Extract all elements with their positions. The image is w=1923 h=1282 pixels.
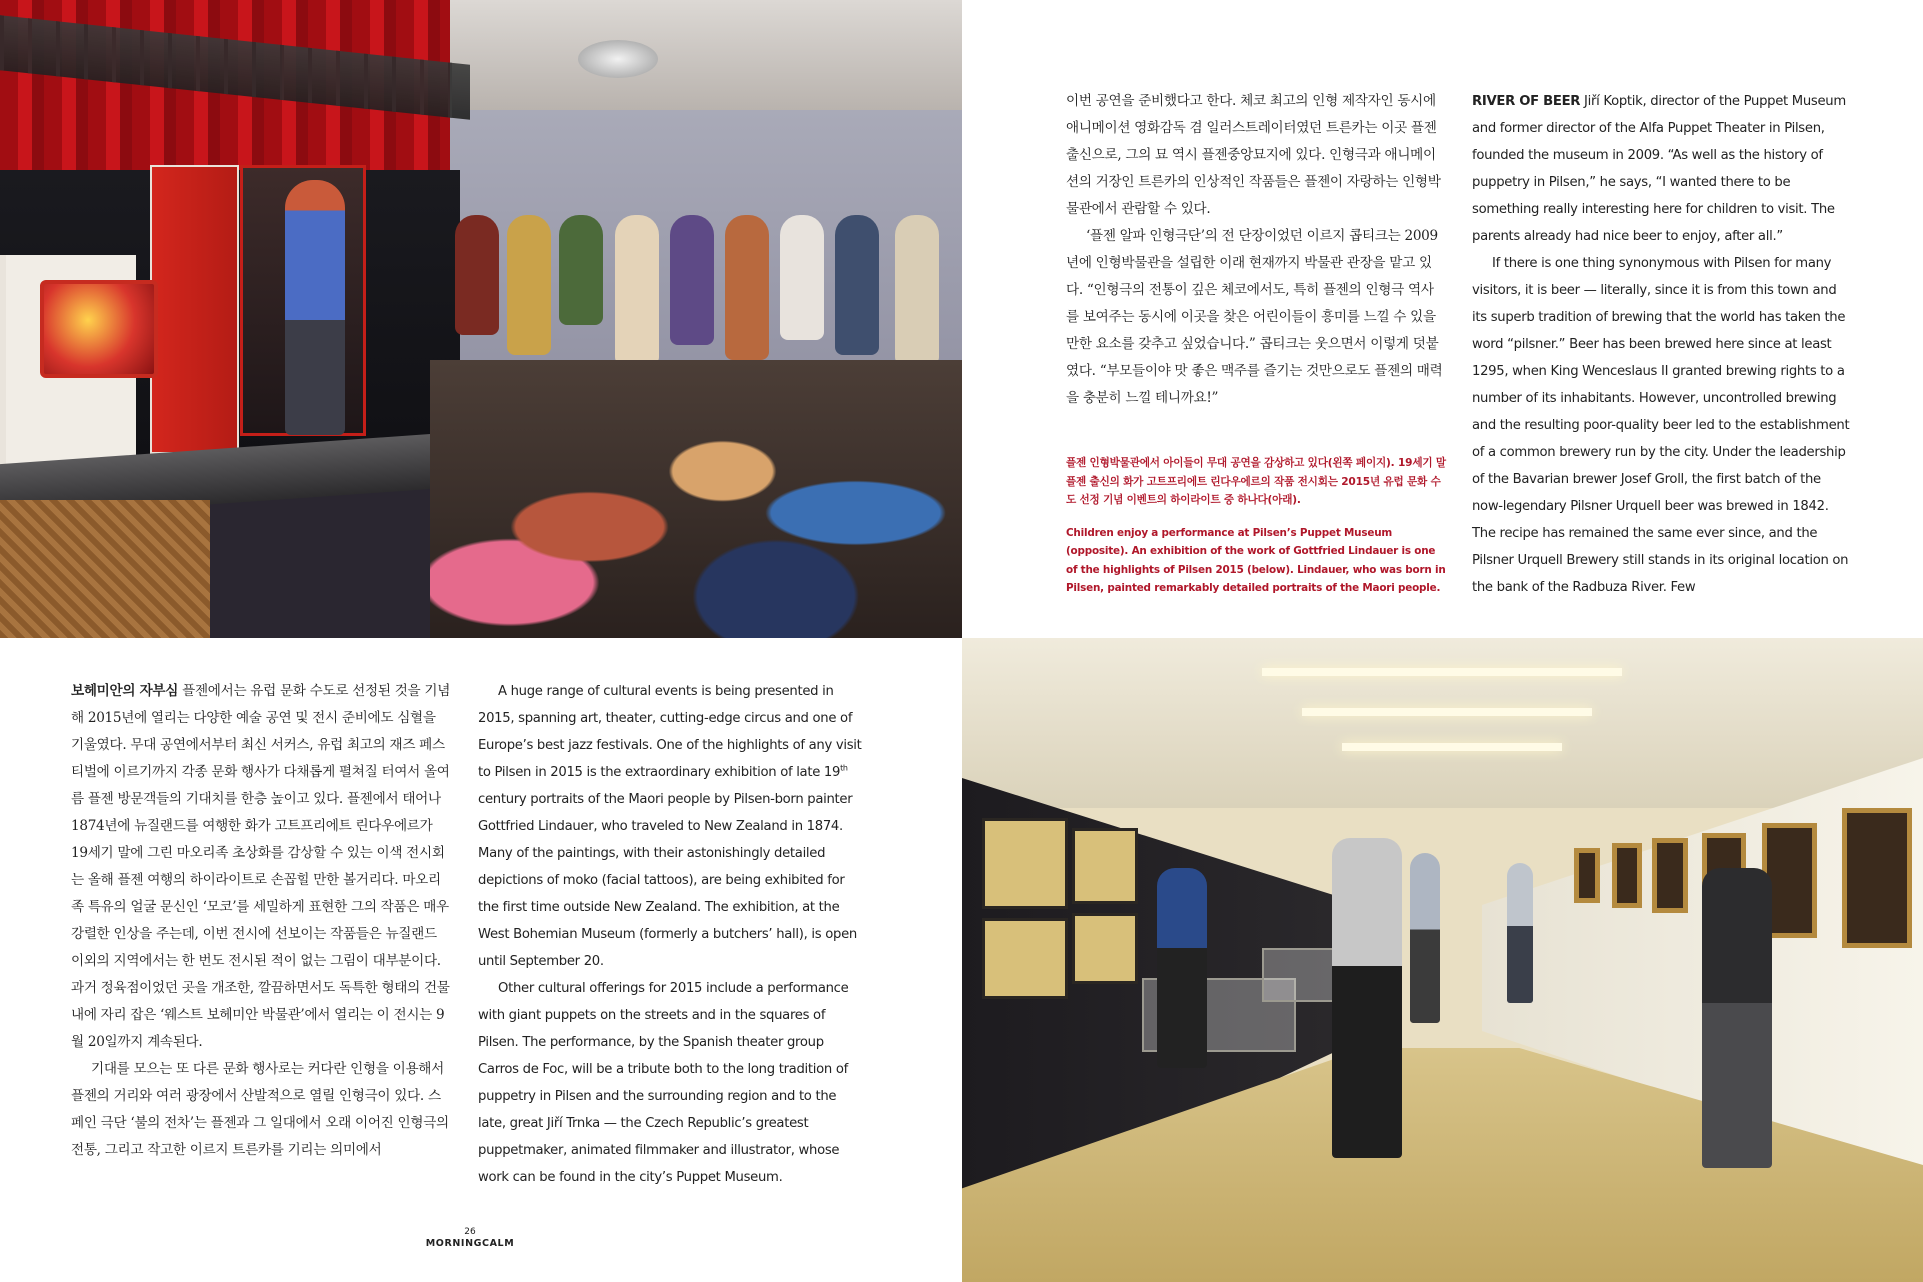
bottom-korean-column	[71, 678, 451, 1164]
top-korean-column	[1066, 88, 1444, 412]
visitor	[1702, 868, 1772, 1168]
bottom-korean-paragraph-1: 보헤미안의 자부심 플젠에서는 유럽 문화 수도로 선정된 것을 기념해 2015년에 열리는 다양한 예술 공연 및 전시 준비에도 심혈을 기울였다. 무대 공연에서부터 최신 서커스, 유럽 최고의 재즈 페스티벌에 이르기까지 각종 문화 행사가 다채롭게 펼쳐질 터여서 올여름 플젠 방문객들의 기대치를 한층 높이고 있다. 플젠에서 태어나 1874년에 뉴질랜드를 여행한 화가 고트프리에트 린다우에르가 19세기 말에 그린 마오리족 초상화를 감상할 수 있는 이색 전시회는 올해 플젠 여행의 하이라이트로 손꼽힐 만한 볼거리다. 마오리족 특유의 얼굴 문신인 ‘모코’를 세밀하게 표현한 그의 작품은 매우 강렬한 인상을 주는데, 이번 전시에 선보이는 작품들은 뉴질랜드 이외의 지역에서는 한 번도 전시된 적이 없는 그림이 대부분이다. 과거 정육점이었던 곳을 개조한, 깔끔하면서도 독특한 형태의 건물 내에 자리 잡은 ‘웨스트 보헤미안 박물관’에서 열리는 이 전시는 9월 20일까지 계속된다.	[71, 683, 451, 1050]
ceiling-vent	[578, 40, 658, 78]
seated-children	[430, 360, 962, 638]
hanging-puppets	[455, 215, 955, 375]
portrait-painting	[1612, 843, 1642, 908]
top-english-paragraph-1: RIVER OF BEER Jiří Koptik, director of the Puppet Museum and former director of the Alfa Puppet Theater in Pilsen, founded the museum in 2009. “As well as the history of puppetry in Pilsen,” he says, “I wanted there to be something really interesting here for children to visit. The parents already had nice beer to enjoy, after all.”	[1472, 94, 1846, 244]
section-heading-bohemian-pride: 보헤미안의 자부심	[71, 683, 179, 699]
portrait-painting	[1842, 808, 1912, 948]
portrait-painting	[1574, 848, 1600, 903]
visitor	[1332, 838, 1402, 1158]
visitor	[1410, 853, 1440, 1023]
bottom-korean-paragraph-2: 기대를 모으는 또 다른 문화 행사로는 커다란 인형을 이용해서 플젠의 거리와 여러 광장에서 산발적으로 열릴 인형극이 있다. 스페인 극단 ‘불의 전차’는 플젠과 그 일대에서 오래 이어진 인형극의 전통, 그리고 작고한 이르지 트른카를 기리는 의미에서	[71, 1061, 449, 1158]
page-number: 26	[464, 1227, 476, 1237]
section-heading-river-of-beer: RIVER OF BEER	[1472, 94, 1581, 109]
top-korean-paragraph-2: ‘플젠 알파 인형극단’의 전 단장이었던 이르지 콥티크는 2009년에 인형박물관을 설립한 이래 현재까지 박물관 관장을 맡고 있다. “인형극의 전통이 깊은 체코에서도, 특히 플젠의 인형극 역사를 보여주는 동시에 이곳을 찾은 어린이들이 흥미를 느낄 수 있을 만한 요소를 갖추고 싶었습니다.” 콥티크는 웃으면서 이렇게 덧붙였다. “부모들이야 맛 좋은 맥주를 즐기는 것만으로도 플젠의 매력을 충분히 느낄 테니까요!”	[1066, 228, 1443, 406]
page-folio	[410, 1226, 530, 1250]
ceiling-light	[1302, 708, 1592, 716]
magazine-name: MORNINGCALM	[425, 1238, 515, 1249]
exhibit-print	[982, 918, 1068, 999]
puppet-baskets	[0, 500, 210, 638]
top-english-paragraph-2: If there is one thing synonymous with Pilsen for many visitors, it is beer — literally, since it is from this town and its superb tradition of brewing that the world has taken the word “pilsner.” Beer has been brewed here since at least 1295, when King Wenceslaus II granted brewing rights to a number of its inhabitants. However, uncontrolled brewing and the resulting poor-quality beer led to the establishment of a common brewery run by the city. Under the leadership of the Bavarian brewer Josef Groll, the first batch of the now-legendary Pilsner Urquell beer was brewed in 1842. The recipe has remained the same ever since, and the Pilsner Urquell Brewery still stands in its original location on the bank of the Radbuza River. Few	[1472, 256, 1850, 595]
bottom-english-paragraph-2: Other cultural offerings for 2015 include a performance with giant puppets on the streets and in the squares of Pilsen. The performance, by the Spanish theater group Carros de Foc, will be a tribute both to the long tradition of puppetry in Pilsen and the surrounding region and to the late, great Jiří Trnka — the Czech Republic’s greatest puppetmaker, animated filmmaker and illustrator, whose work can be found in the city’s Puppet Museum.	[478, 981, 849, 1185]
caption-english: Children enjoy a performance at Pilsen’s Puppet Museum (opposite). An exhibition of the work of Gottfried Lindauer is one of the highlights of Pilsen 2015 (below). Lindauer, who was born in Pilsen, painted remarkably detailed portraits of the Maori people.	[1066, 526, 1446, 594]
exhibit-print	[1072, 913, 1138, 984]
bottom-english-paragraph-1: A huge range of cultural events is being presented in 2015, spanning art, theater, cutting-edge circus and one of Europe’s best jazz festivals. One of the highlights of any visit to Pilsen in 2015 is the extraordinary exhibition of late 19th century portraits of the Maori people by Pilsen-born painter Gottfried Lindauer, who traveled to New Zealand in 1874. Many of the paintings, with their astonishingly detailed depictions of moko (facial tattoos), are being exhibited for the first time outside New Zealand. The exhibition, at the West Bohemian Museum (formerly a butchers’ hall), is open until September 20.	[478, 684, 862, 969]
puppet-museum-photo	[0, 0, 962, 638]
exhibit-print	[1072, 828, 1138, 904]
gallery-ceiling	[962, 638, 1923, 808]
visitor	[1507, 863, 1533, 1003]
puppet-booth-window	[40, 280, 158, 378]
ceiling-light	[1342, 743, 1562, 751]
photo-caption	[1066, 454, 1446, 598]
performer-with-puppet	[285, 180, 345, 435]
gallery-photo	[962, 638, 1923, 1282]
bottom-english-column	[478, 678, 862, 1191]
red-display-panel	[150, 165, 239, 454]
exhibit-print	[982, 818, 1068, 909]
top-korean-paragraph-1: 이번 공연을 준비했다고 한다. 체코 최고의 인형 제작자인 동시에 애니메이션 영화감독 겸 일러스트레이터였던 트른카는 이곳 플젠 출신으로, 그의 묘 역시 플젠중앙묘지에 있다. 인형극과 애니메이션의 거장인 트른카의 인상적인 작품들은 플젠이 자랑하는 인형박물관에서 관람할 수 있다.	[1066, 93, 1441, 217]
top-english-column	[1472, 88, 1854, 601]
visitor	[1157, 868, 1207, 1068]
portrait-painting	[1652, 838, 1688, 913]
ceiling-light	[1262, 668, 1622, 676]
caption-korean: 플젠 인형박물관에서 아이들이 무대 공연을 감상하고 있다(왼쪽 페이지). 19세기 말 플젠 출신의 화가 고트프리에트 린다우에르의 작품 전시회는 2015년 유럽 문화 수도 선정 기념 이벤트의 하이라이트 중 하나다(아래).	[1066, 457, 1446, 506]
